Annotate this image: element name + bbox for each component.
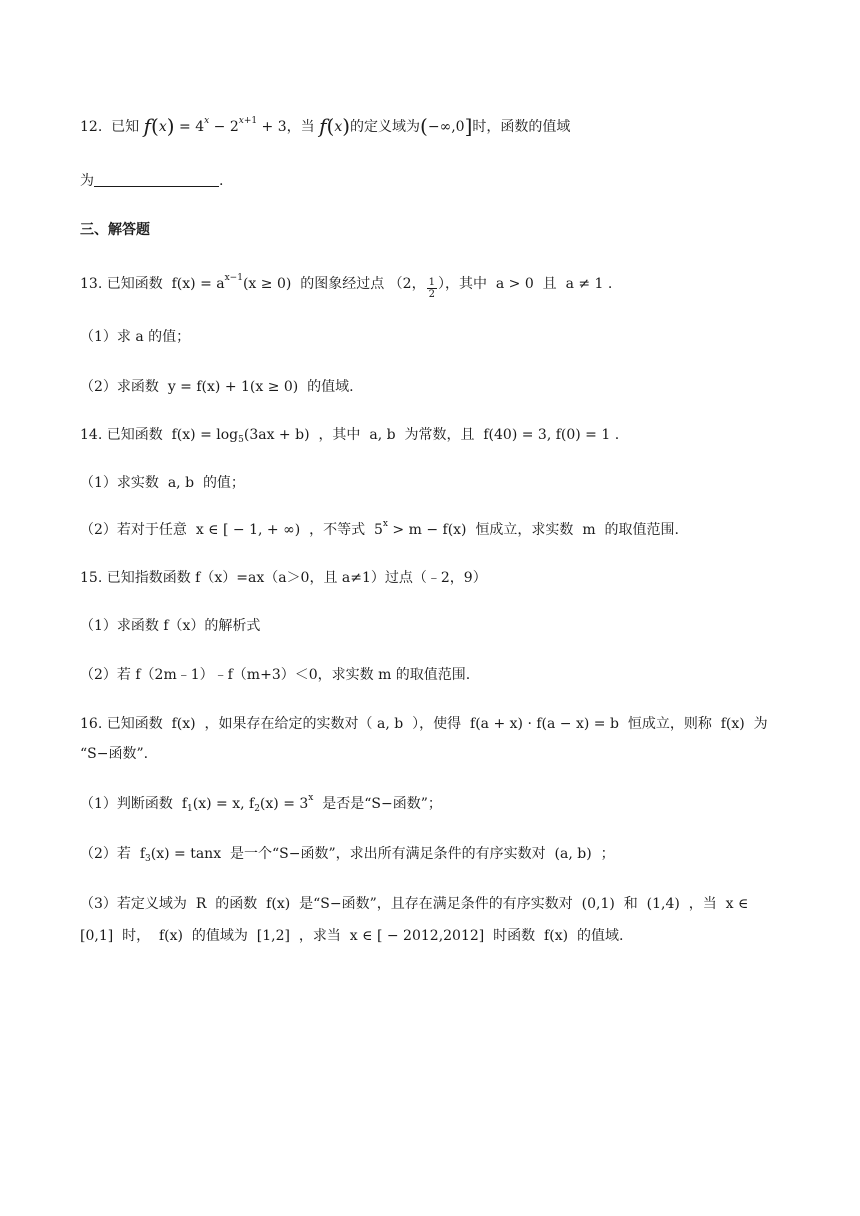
math-formula: f(x) bbox=[261, 896, 295, 912]
math-formula: x ∈ [ − 1, + ∞) bbox=[191, 522, 305, 538]
math-formula: f(x) bbox=[154, 928, 188, 944]
question-15-line-1: 15. 已知指数函数 f（x）=ax（a＞0，且 a≠1）过点（﹣2，9） bbox=[80, 570, 487, 586]
math-formula: f(x) bbox=[167, 716, 201, 732]
question-14-part-1: （1）求实数 a, b 的值； bbox=[80, 475, 245, 491]
question-number: 12. bbox=[80, 119, 103, 135]
math-formula: f(40) = 3, f(0) = 1 . bbox=[478, 427, 620, 443]
math-formula: (1,4) bbox=[642, 896, 685, 912]
question-13-part-1: （1）求 a 的值； bbox=[80, 329, 191, 345]
math-formula: y = f(x) + 1(x ≥ 0) bbox=[163, 379, 303, 395]
math-formula: a, b bbox=[376, 716, 408, 732]
question-14-line-1: 14. 已知函数 $f(x) = \log_5(3ax + b)$ ，其中 a, b 为常数，且 f(40) = 3, f(0) = 1 . bbox=[80, 427, 620, 445]
math-formula: (0,1) bbox=[577, 896, 620, 912]
question-13-line-1: 13. 已知函数 $f(x) = a^{x-1}(x \ge 0)$ 的图象经过点 （2， $\frac{1}{2}$ ），其中 a > 0 且 a ≠ 1 . bbox=[80, 273, 613, 300]
math-point: （2， $\frac{1}{2}$ ） bbox=[388, 276, 445, 300]
math-formula: a ≠ 1 . bbox=[561, 276, 613, 292]
question-12-line-1: 12. 已知 $f(x) = 4^x - 2^{x+1} + 3$，当 f(x)的定义域为(−∞,0]时，函数的值域 bbox=[80, 114, 571, 138]
math-formula: x ∈ bbox=[721, 896, 749, 912]
math-formula: $f_1(x) = x$, $f_2(x) = 3^x$ bbox=[177, 793, 314, 814]
math-formula: [0,1] bbox=[80, 928, 118, 944]
math-formula: [1,2] bbox=[252, 928, 295, 944]
math-formula: a, b bbox=[364, 427, 400, 443]
math-formula: f(x) bbox=[319, 114, 351, 138]
math-formula: a, b bbox=[163, 475, 199, 491]
math-formula: $f(x) = \log_5(3ax + b)$ bbox=[167, 427, 314, 445]
math-formula: $5^x > m - f(x)$ bbox=[369, 519, 471, 538]
math-formula: (−∞,0] bbox=[420, 114, 473, 138]
math-formula: R bbox=[191, 896, 211, 912]
math-formula: a > 0 bbox=[491, 276, 539, 292]
math-formula: f(x) bbox=[539, 928, 573, 944]
question-16-part-3-line-1: （3）若定义域为 R 的函数 f(x) 是“S−函数”，且存在满足条件的有序实数对 (0,1) 和 (1,4) ，当 x ∈ bbox=[80, 896, 749, 912]
question-16-part-3-line-2: [0,1] 时， f(x) 的值域为 [1,2] ，求当 x ∈ [ − 2012,2012] 时函数 f(x) 的值域. bbox=[80, 928, 624, 944]
math-formula: $f(x) = 4^x - 2^{x+1} + 3$ bbox=[143, 114, 287, 138]
math-formula: f(x) bbox=[716, 716, 750, 732]
answer-blank[interactable] bbox=[94, 174, 219, 187]
question-12-line-2: 为 . bbox=[80, 173, 224, 189]
question-16-part-1: （1）判断函数 $f_1(x) = x$, $f_2(x) = 3^x$ 是否是“S−函数”； bbox=[80, 793, 442, 814]
question-15-part-2: （2）若 f（2m﹣1）﹣f（m+3）＜0，求实数 m 的取值范围. bbox=[80, 667, 471, 683]
question-16-part-2: （2）若 $f_3(x) = \tan x$ 是一个“S−函数”，求出所有满足条件的有序实数对 (a, b) ； bbox=[80, 846, 615, 864]
math-formula: x ∈ [ − 2012,2012] bbox=[345, 928, 489, 944]
question-14-part-2: （2）若对于任意 x ∈ [ − 1, + ∞) ，不等式 $5^x > m - f(x)$ 恒成立，求实数 m 的取值范围. bbox=[80, 519, 679, 538]
section-heading: 三、解答题 bbox=[80, 222, 150, 238]
math-formula: (a, b) bbox=[550, 846, 597, 862]
math-formula: m bbox=[577, 522, 601, 538]
math-formula: f(a + x) · f(a − x) = b bbox=[465, 716, 624, 732]
math-formula: $f_3(x) = \tan x$ bbox=[135, 846, 226, 864]
question-15-part-1: （1）求函数 f（x）的解析式 bbox=[80, 618, 261, 634]
math-formula: $f(x) = a^{x-1}(x \ge 0)$ bbox=[167, 273, 296, 292]
question-13-part-2: （2）求函数 y = f(x) + 1(x ≥ 0) 的值域. bbox=[80, 379, 354, 395]
question-16-line-1: 16. 已知函数 f(x) ，如果存在给定的实数对（ a, b ），使得 f(a + x) · f(a − x) = b 恒成立，则称 f(x) 为 bbox=[80, 716, 768, 732]
question-16-line-2: “S−函数”. bbox=[80, 746, 149, 762]
